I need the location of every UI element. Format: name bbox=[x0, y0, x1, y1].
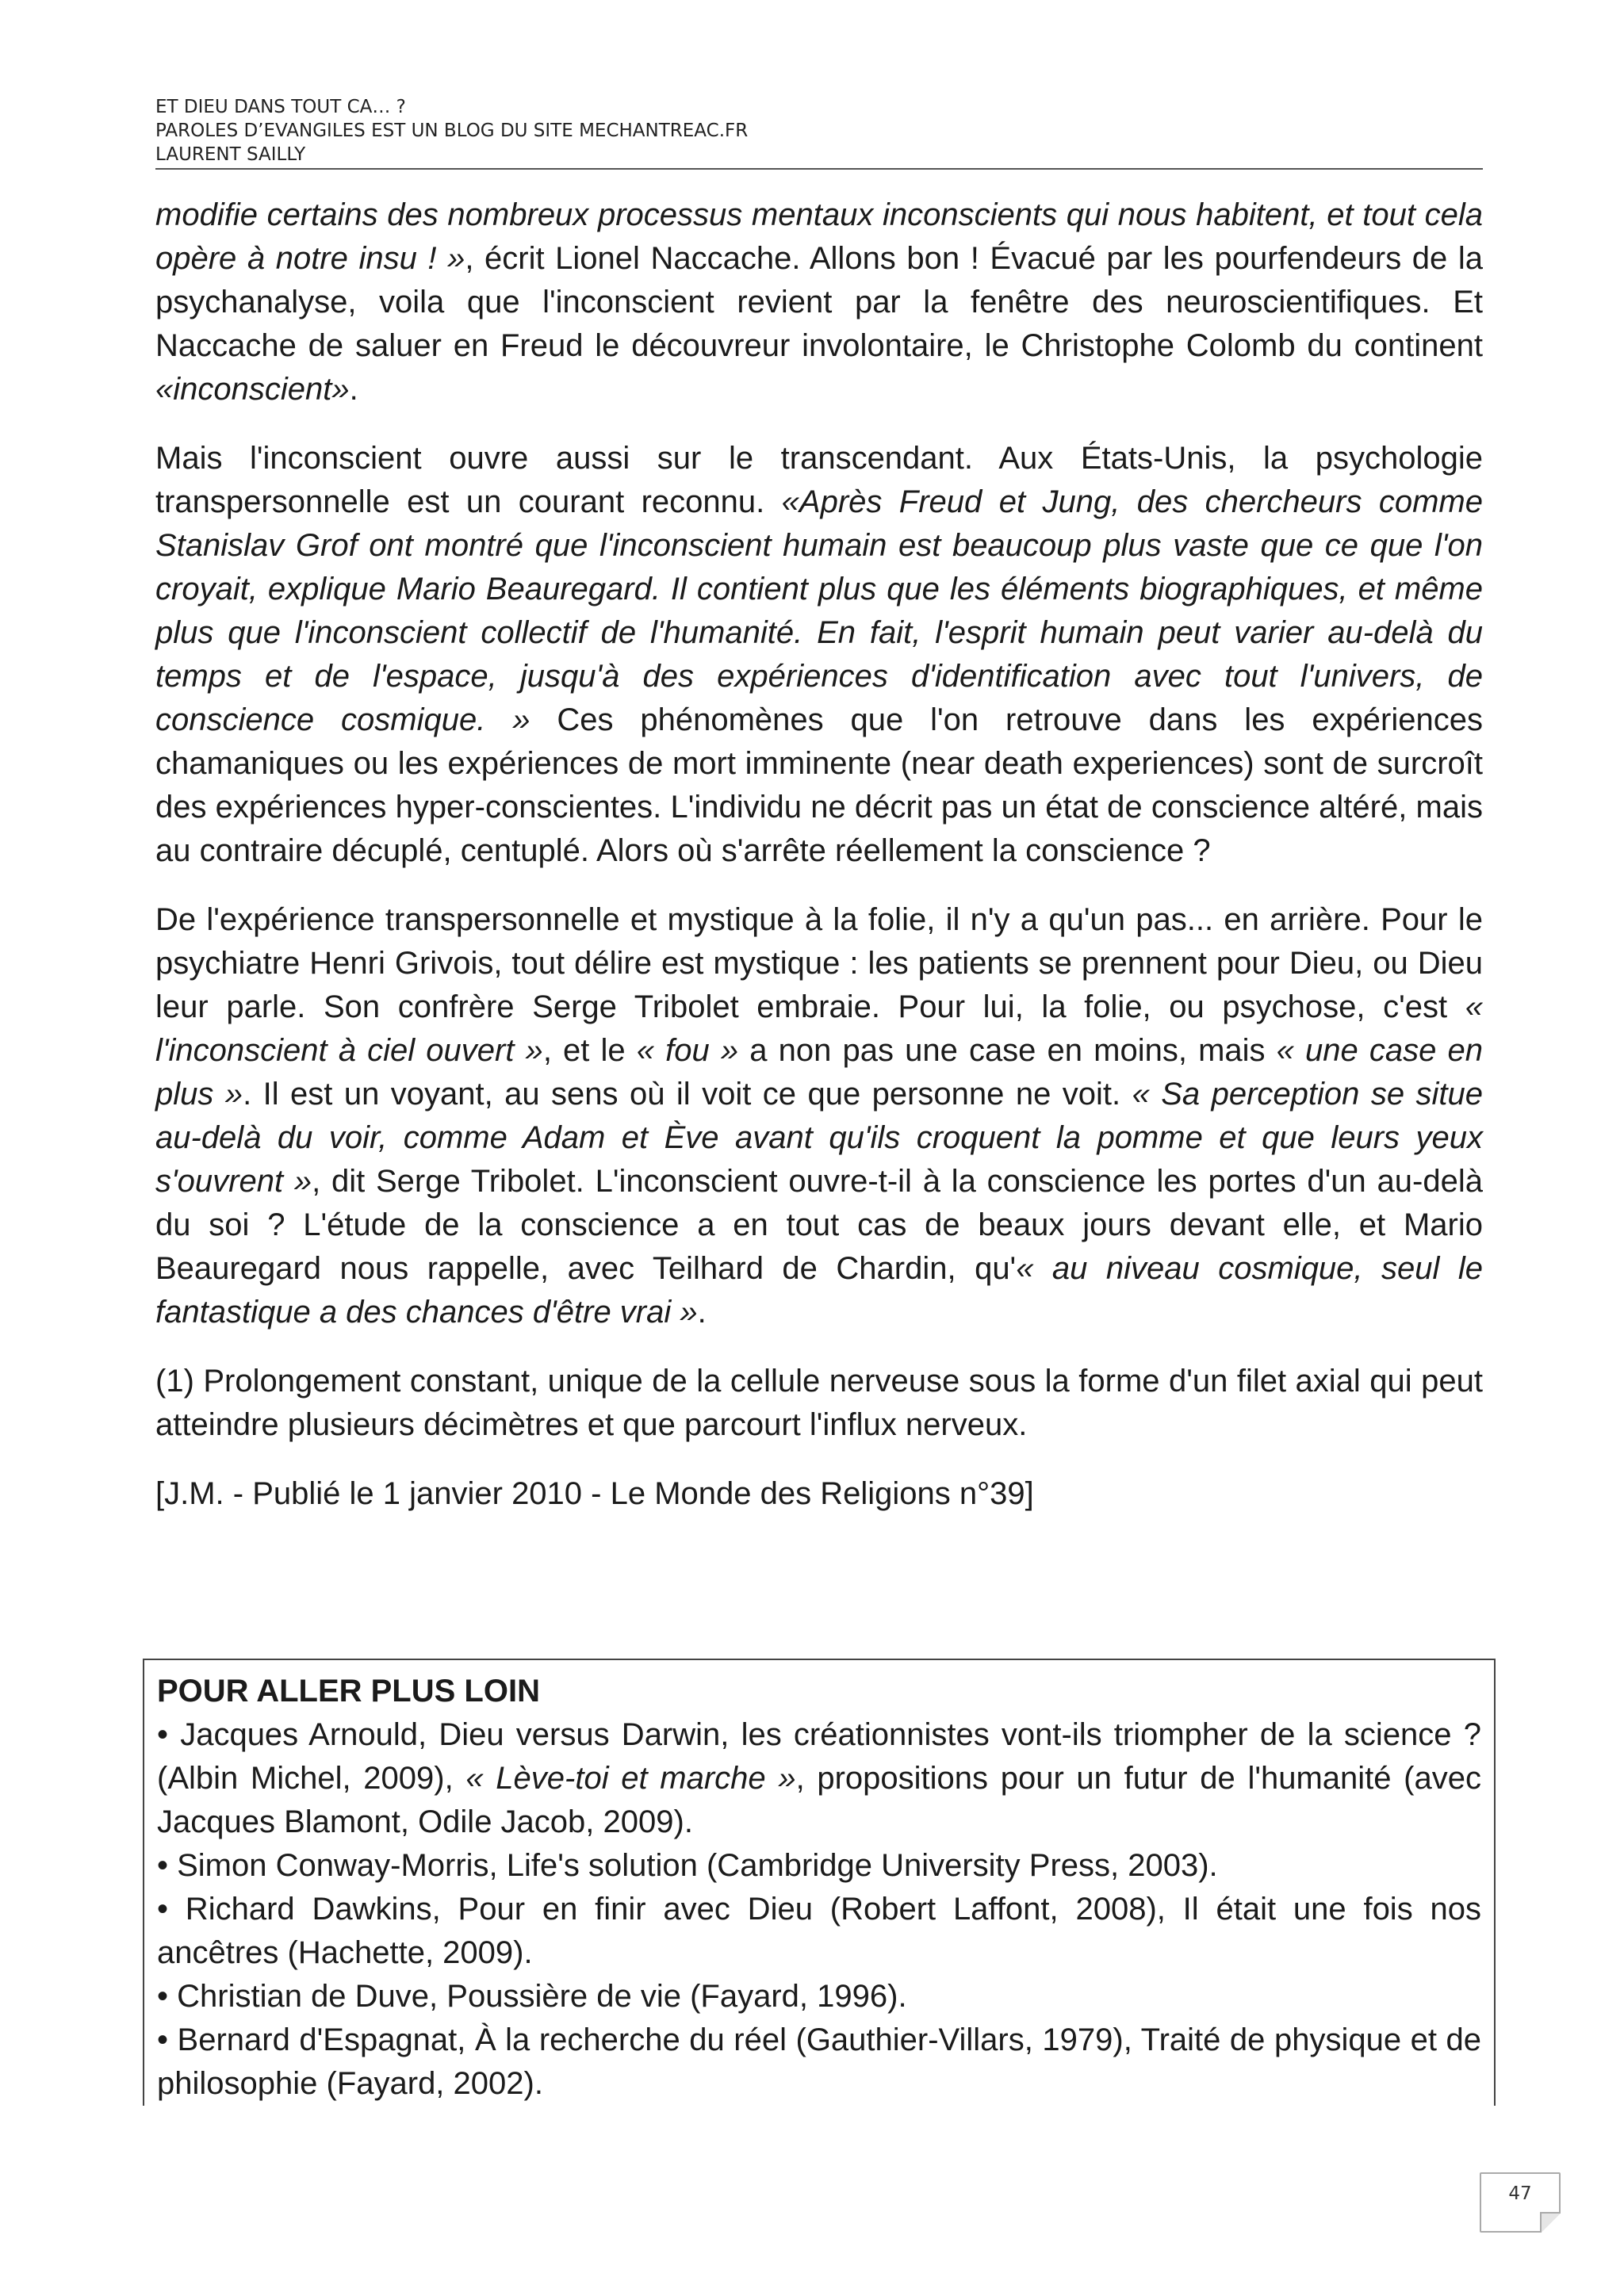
quote: « l'inconscient à ciel ouvert » bbox=[155, 989, 1483, 1068]
quote: « au niveau cosmique, seul le fantastique a des chances d'être vrai » bbox=[155, 1251, 1483, 1330]
header-blog-line: PAROLES D’EVANGILES EST UN BLOG DU SITE MECHANTREAC.FR bbox=[155, 121, 749, 141]
running-header bbox=[155, 95, 1483, 170]
list-item: • Simon Conway-Morris, Life's solution (Cambridge University Press, 2003). bbox=[157, 1848, 1218, 1883]
article-body bbox=[155, 193, 1483, 1541]
footnote: (1) Prolongement constant, unique de la cellule nerveuse sous la forme d'un filet axial qui peut atteindre plusieurs décimètres et que parcourt l'influx nerveux. bbox=[155, 1364, 1483, 1442]
text: a non pas une case en moins, mais bbox=[738, 1033, 1277, 1068]
header-book-title: ET DIEU DANS TOUT CA… ? bbox=[155, 97, 406, 117]
list-item bbox=[157, 1713, 1481, 1844]
quote: «Après Freud et Jung, des chercheurs comme Stanislav Grof ont montré que l'inconscient humain est beaucoup plus vaste que ce que l'on croyait, explique Mario Beauregard. Il contient plus que les éléments biographiques, et même plus que l'inconscient collectif de l'humanité. En fait, l'esprit humain peut varier au-delà du temps et de l'espace, jusqu'à des expériences d'identification avec tout l'univers, de conscience cosmique. » bbox=[155, 484, 1483, 737]
quote: « Sa perception se situe au-delà du voir, comme Adam et Ève avant qu'ils croquent la pomme et que leurs yeux s'ouvrent » bbox=[155, 1077, 1483, 1199]
text: , propositions pour un futur de l'humanité (avec Jacques Blamont, Odile Jacob, 2009). bbox=[157, 1761, 1481, 1839]
text: De l'expérience transpersonnelle et mystique à la folie, il n'y a qu'un pas... en arrière. Pour le psychiatre Henri Grivois, tout délire est mystique : les patients se prennent pour Dieu, ou Dieu leur parle. Son confrère Serge Tribolet embraie. Pour lui, la folie, ou psychose, c'est bbox=[155, 902, 1483, 1024]
quote: «inconscient» bbox=[155, 372, 350, 407]
quote: « Lève-toi et marche » bbox=[465, 1761, 796, 1796]
text: . Il est un voyant, au sens où il voit ce que personne ne voit. bbox=[243, 1077, 1132, 1112]
page-number bbox=[1480, 2172, 1561, 2233]
text: . bbox=[697, 1295, 707, 1330]
text: . bbox=[349, 372, 358, 407]
page-curl-icon bbox=[1540, 2212, 1561, 2233]
list-item: • Christian de Duve, Poussière de vie (Fayard, 1996). bbox=[157, 1979, 907, 2014]
list-item: • Richard Dawkins, Pour en finir avec Dieu (Robert Laffont, 2008), Il était une fois nos ancêtres (Hachette, 2009). bbox=[157, 1892, 1481, 1970]
text: Ces phénomènes que l'on retrouve dans les expériences chamaniques ou les expériences de mort imminente (near death experiences) sont de surcroît des expériences hyper-conscientes. L'individu ne décrit pas un état de conscience altéré, mais au contraire décuplé, centuplé. Alors où s'arrête réellement la conscience ? bbox=[155, 702, 1484, 868]
text: , et le bbox=[542, 1033, 637, 1068]
quote: « une case en plus » bbox=[155, 1033, 1484, 1112]
text: • Jacques Arnould, Dieu versus Darwin, les créationnistes vont-ils triompher de la science ? (Albin Michel, 2009), bbox=[157, 1717, 1481, 1796]
text: , dit Serge Tribolet. L'inconscient ouvre-t-il à la conscience les portes d'un au-delà du soi ? L'étude de la conscience a en tout cas de beaux jours devant elle, et Mario Beauregard nous rappelle, avec Teilhard de Chardin, qu' bbox=[155, 1164, 1483, 1286]
further-reading-box bbox=[143, 1659, 1496, 2106]
quote: modifie certains des nombreux processus mentaux inconscients qui nous habitent, et tout cela opère à notre insu ! » bbox=[155, 197, 1483, 276]
header-author: LAURENT SAILLY bbox=[155, 144, 306, 165]
paragraph-2 bbox=[155, 437, 1483, 873]
page-number-label: 47 bbox=[1508, 2183, 1532, 2204]
text: Mais l'inconscient ouvre aussi sur le transcendant. Aux États-Unis, la psychologie transpersonnelle est un courant reconnu. bbox=[155, 441, 1483, 519]
box-title: POUR ALLER PLUS LOIN bbox=[157, 1674, 540, 1709]
list-item: • Bernard d'Espagnat, À la recherche du réel (Gauthier-Villars, 1979), Traité de physique et de philosophie (Fayard, 2002). bbox=[157, 2022, 1481, 2101]
text: , écrit Lionel Naccache. Allons bon ! Évacué par les pourfendeurs de la psychanalyse, voila que l'inconscient revient par la fenêtre des neuroscientifiques. Et Naccache de saluer en Freud le découvreur involontaire, le Christophe Colomb du continent bbox=[155, 241, 1483, 363]
paragraph-1 bbox=[155, 193, 1483, 411]
paragraph-3 bbox=[155, 898, 1483, 1334]
source-credit: [J.M. - Publié le 1 janvier 2010 - Le Monde des Religions n°39] bbox=[155, 1476, 1034, 1511]
quote: « fou » bbox=[636, 1033, 739, 1068]
